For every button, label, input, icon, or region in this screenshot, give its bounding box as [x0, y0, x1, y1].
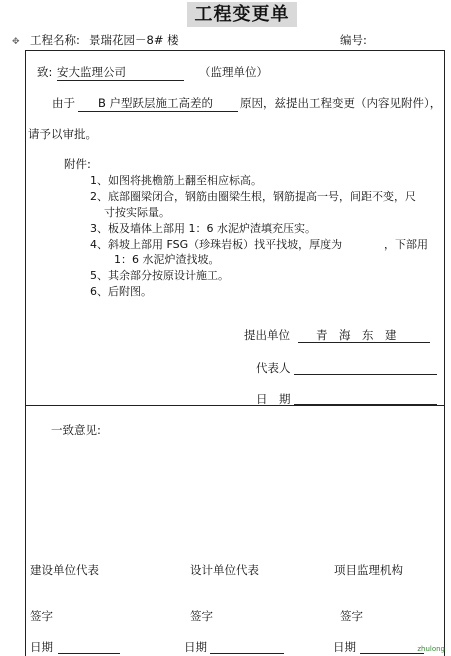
request-text: 请予以审批。	[28, 127, 97, 141]
owner-sign-label: 签字	[30, 609, 53, 623]
attachment-item-2: 2、底部圈梁闭合，钢筋由圈梁生根，钢筋提高一号，间距不变，尺	[90, 190, 416, 203]
attachment-item-2-cont: 寸按实际量。	[104, 206, 170, 219]
top-border	[25, 50, 444, 51]
project-name-value: 景瑞花园－8# 楼	[89, 33, 179, 47]
attachment-item-5: 5、其余部分按原设计施工。	[90, 269, 229, 282]
submit-unit-line	[298, 342, 430, 343]
representative-label: 代表人	[256, 361, 291, 375]
supervision-date-label: 日期	[333, 640, 356, 654]
attachment-item-1: 1、如图将挑檐筋上翻至相应标高。	[90, 174, 262, 187]
document-title: 工程变更单	[187, 2, 297, 27]
design-rep-label: 设计单位代表	[190, 563, 259, 577]
notice-date-line	[294, 404, 437, 405]
opinion-label: 一致意见:	[51, 423, 101, 437]
reason-prefix: 由于	[52, 96, 75, 110]
notice-date-label: 日 期	[256, 392, 291, 406]
to-recipient: 安大监理公司	[57, 64, 184, 81]
to-prefix: 致:	[37, 65, 53, 79]
representative-line	[294, 374, 437, 375]
attachment-item-6: 6、后附图。	[90, 285, 152, 298]
attachment-label: 附件:	[64, 157, 91, 171]
design-date-line	[210, 653, 284, 654]
supervision-sign-label: 签字	[340, 609, 363, 623]
reason-text: B 户型跃层施工高差的	[78, 95, 238, 112]
to-role: （监理单位）	[199, 65, 268, 79]
attachment-item-4-tail: ，下部用	[384, 238, 428, 251]
owner-date-label: 日期	[30, 640, 53, 654]
attachment-item-3: 3、板及墙体上部用 1：6 水泥炉渣填充压实。	[90, 222, 316, 235]
number-label: 编号:	[340, 33, 367, 47]
owner-date-line	[58, 653, 120, 654]
table-move-handle-icon[interactable]: ✥	[12, 37, 20, 47]
attachment-item-4-cont: 1：6 水泥炉渣找坡。	[114, 253, 220, 266]
watermark-logo: zhulong	[417, 645, 445, 653]
submit-unit-value: 青 海 东 建	[316, 328, 397, 342]
reason-suffix: 原因，兹提出工程变更（内容见附件），	[240, 96, 442, 110]
design-sign-label: 签字	[190, 609, 213, 623]
attachment-item-4: 4、斜坡上部用 FSG（珍珠岩板）找平找坡，厚度为	[90, 238, 343, 251]
supervision-label: 项目监理机构	[334, 563, 403, 577]
design-date-label: 日期	[184, 640, 207, 654]
submit-unit-label: 提出单位	[244, 328, 290, 342]
owner-rep-label: 建设单位代表	[30, 563, 99, 577]
project-name-label: 工程名称:	[30, 33, 80, 47]
section-divider	[25, 405, 444, 406]
supervision-date-line	[360, 653, 424, 654]
